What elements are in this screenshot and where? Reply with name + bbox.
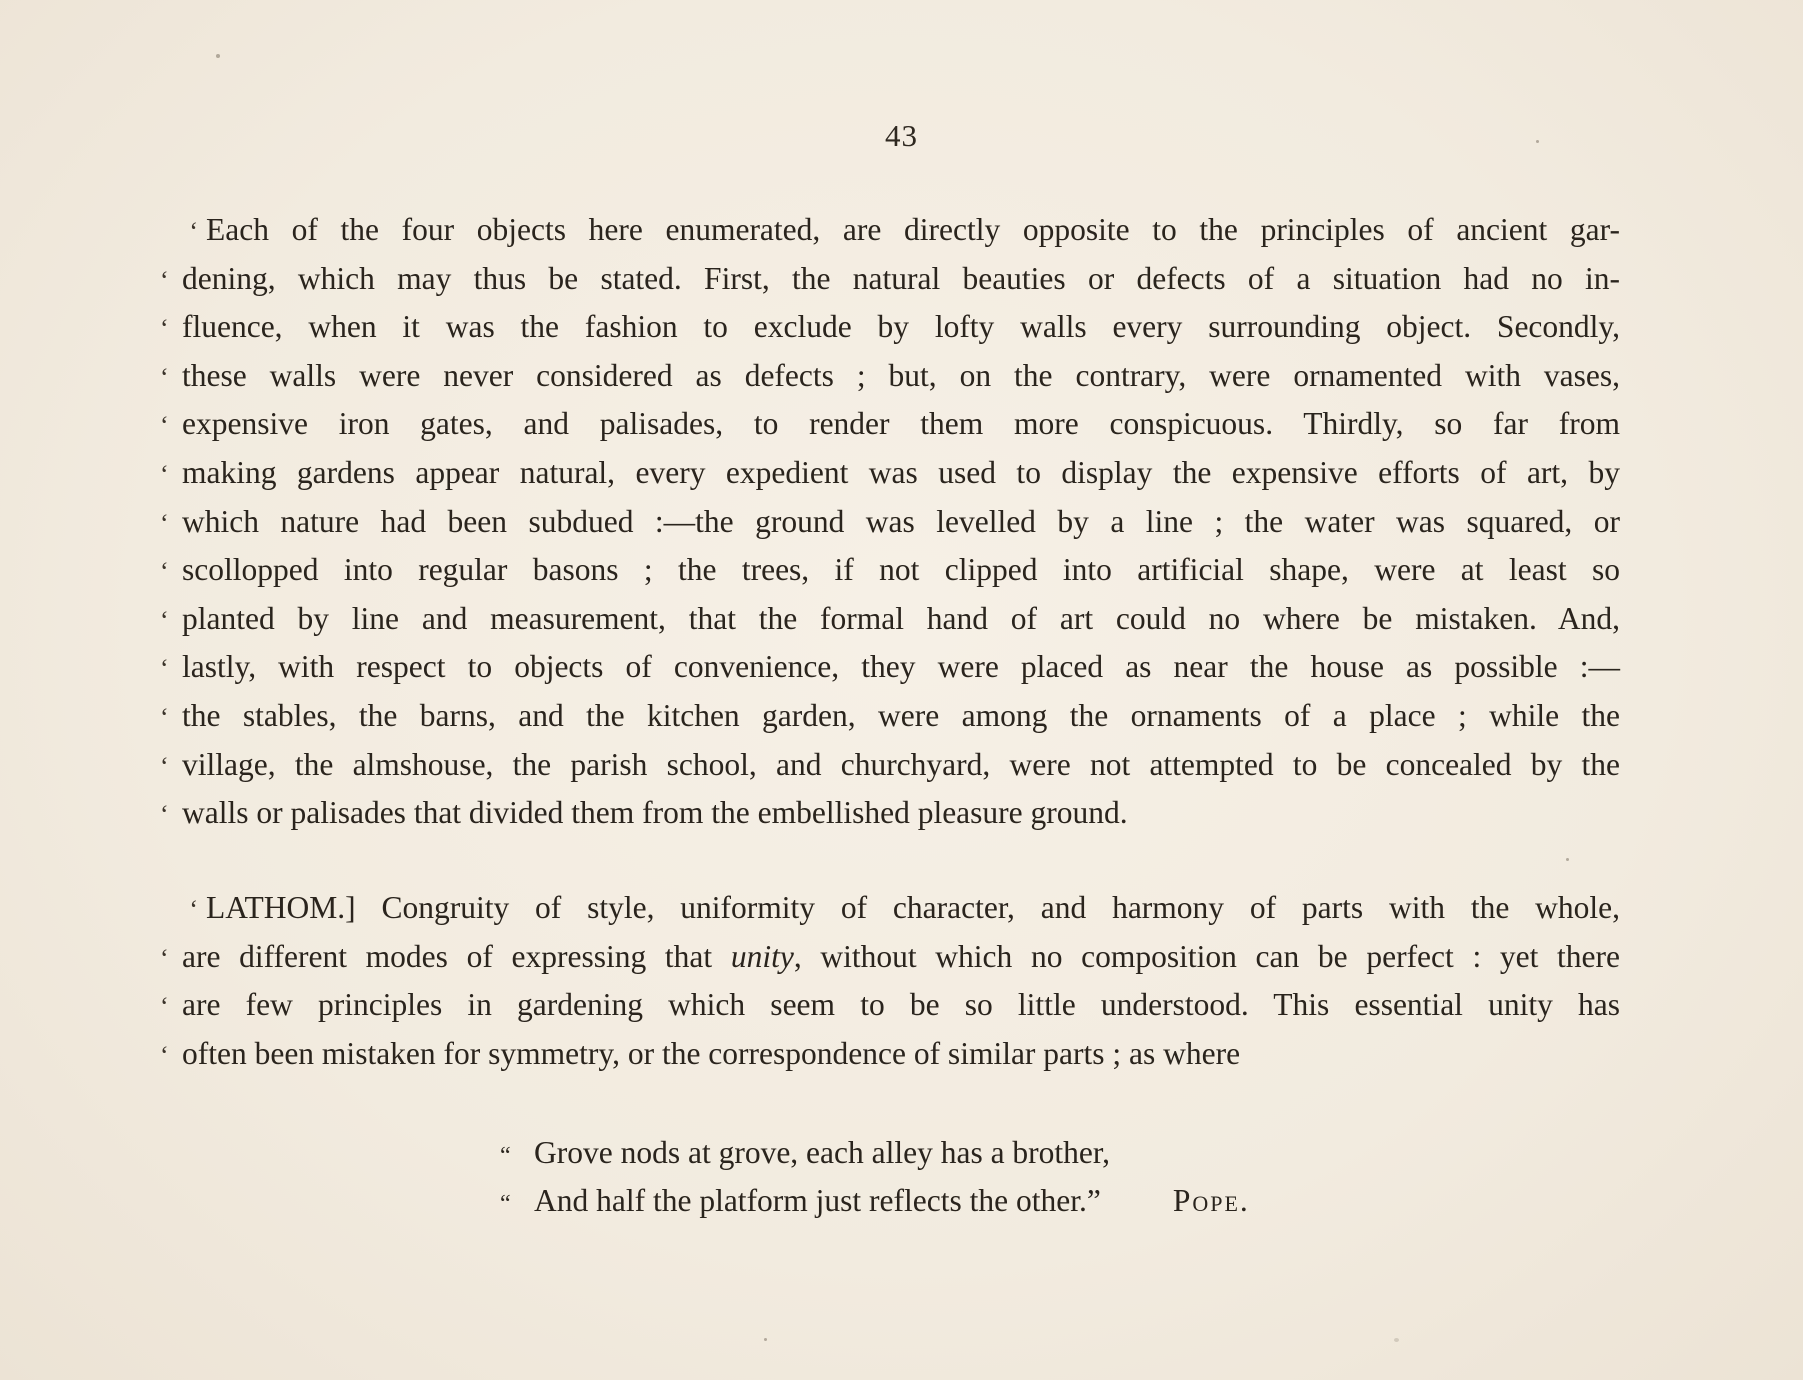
line-text-before: are different modes of expressing that — [182, 938, 731, 974]
quote-mark: ‘ — [189, 895, 198, 924]
quote-mark: ‘ — [189, 217, 198, 246]
quote-mark: ‘ — [160, 1040, 169, 1070]
italic-word: unity — [730, 938, 794, 974]
verse-text: Grove nods at grove, each alley has a brother, — [534, 1135, 1111, 1170]
text-line — [160, 981, 1620, 1030]
paper-speck — [1394, 1338, 1399, 1342]
text-line — [160, 643, 1620, 692]
verse-line — [500, 1128, 1400, 1178]
text-line — [160, 933, 1620, 982]
paper-speck — [764, 1338, 767, 1341]
line-text: dening, which may thus be stated. First, the natural beauties or defects of a situation had no in- — [182, 260, 1620, 296]
text-line — [160, 400, 1620, 449]
text-line — [160, 595, 1620, 644]
paragraph-ancient-gardening — [160, 206, 1620, 838]
paragraph-lathom — [160, 884, 1620, 1078]
verse-attribution: Pope. — [1172, 1183, 1250, 1218]
line-text — [182, 933, 1620, 982]
quote-mark: ‘ — [160, 654, 169, 684]
quote-mark: ‘ — [160, 605, 169, 635]
paper-speck — [1566, 858, 1569, 861]
quote-mark: ‘ — [160, 508, 169, 538]
text-line — [160, 546, 1620, 595]
page-number: 43 — [885, 118, 918, 153]
paper-speck — [216, 54, 220, 58]
line-text: fluence, when it was the fashion to exclude by lofty walls every surrounding object. Secondly, — [182, 309, 1620, 345]
line-text: scollopped into regular basons ; the trees, if not clipped into artificial shape, were at least so — [182, 552, 1620, 588]
text-line — [160, 884, 1620, 933]
paper-speck — [1536, 140, 1539, 143]
text-line — [160, 692, 1620, 741]
line-text: lastly, with respect to objects of convenience, they were placed as near the house as possible :— — [182, 649, 1620, 685]
text-line — [160, 255, 1620, 304]
line-text: expensive iron gates, and palisades, to render them more conspicuous. Thirdly, so far from — [182, 406, 1620, 442]
text-line — [160, 741, 1620, 790]
line-text: are few principles in gardening which seem to be so little understood. This essential unity has — [182, 987, 1620, 1023]
quote-mark: ‘ — [160, 265, 169, 295]
line-text: planted by line and measurement, that the formal hand of art could no where be mistaken. And, — [182, 600, 1620, 636]
text-line — [160, 498, 1620, 547]
line-text-after: , without which no composition can be perfect : yet there — [793, 938, 1620, 974]
verse-text: And half the platform just reflects the other.” — [534, 1183, 1101, 1218]
text-line — [160, 352, 1620, 401]
text-line — [160, 1030, 1620, 1079]
quote-mark: “ — [500, 1143, 511, 1169]
line-text: village, the almshouse, the parish school, and churchyard, were not attempted to be concealed by the — [182, 746, 1620, 782]
line-text: walls or palisades that divided them from the embellished pleasure ground. — [182, 795, 1128, 831]
quote-mark: ‘ — [160, 411, 169, 441]
verse-line — [500, 1176, 1400, 1226]
text-line — [160, 449, 1620, 498]
line-text: which nature had been subdued :—the ground was levelled by a line ; the water was squared, or — [182, 503, 1620, 539]
quote-mark: “ — [500, 1191, 511, 1217]
line-text: often been mistaken for symmetry, or the correspondence of similar parts ; as where — [182, 1035, 1241, 1071]
line-text: the stables, the barns, and the kitchen garden, were among the ornaments of a place ; while the — [182, 697, 1620, 733]
text-line — [160, 303, 1620, 352]
line-text: LATHOM.] Congruity of style, uniformity of character, and harmony of parts with the whole, — [206, 890, 1620, 925]
line-text: these walls were never considered as defects ; but, on the contrary, were ornamented with vases, — [182, 357, 1620, 393]
quote-mark: ‘ — [160, 557, 169, 587]
quote-mark: ‘ — [160, 992, 169, 1022]
quote-mark: ‘ — [160, 751, 169, 781]
quote-mark: ‘ — [160, 362, 169, 392]
text-line — [160, 206, 1620, 255]
quote-mark: ‘ — [160, 314, 169, 344]
quote-mark: ‘ — [160, 459, 169, 489]
quote-mark: ‘ — [160, 702, 169, 732]
line-text: making gardens appear natural, every expedient was used to display the expensive efforts of art, by — [182, 454, 1620, 490]
text-line — [160, 789, 1620, 838]
line-text: Each of the four objects here enumerated, are directly opposite to the principles of ancient gar- — [206, 212, 1620, 247]
quote-mark: ‘ — [160, 943, 169, 973]
quote-mark: ‘ — [160, 800, 169, 830]
